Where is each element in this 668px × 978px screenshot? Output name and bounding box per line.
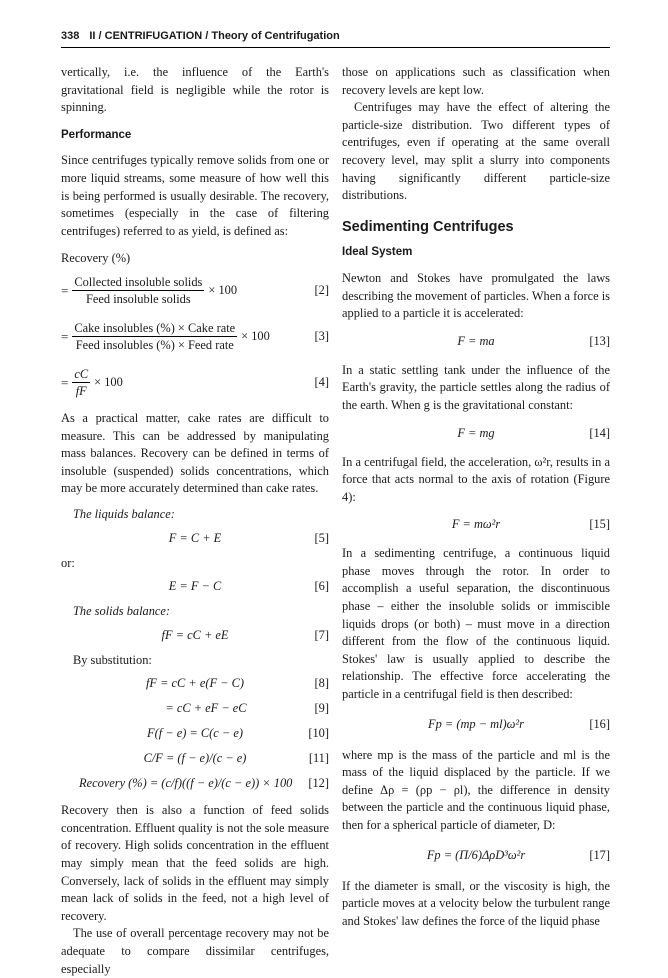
eq4-denominator: fF [75,384,87,399]
equation-8 [61,675,329,694]
eq14-number: [14] [589,425,610,440]
eq2-numerator: Collected insoluble solids [74,275,203,290]
eq6-text: E = F − C [168,579,222,594]
left-column [61,64,329,978]
eq15-number: [15] [589,517,610,532]
eq2-number: [2] [314,282,329,297]
eq7-number: [7] [314,627,329,642]
paragraph-practical: As a practical matter, cake rates are difficult to measure. This can be addressed by manipulating mass balances. Recovery can be defined in terms of insoluble (suspended) solids concentrations, which may be more accurately determined than cake rates. [61,410,329,496]
eq8-number: [8] [314,676,329,691]
eq7-text: fF = cC + eE [161,627,229,642]
page-number: 338 [61,30,80,42]
eq12-number: [12] [308,776,329,791]
equation-7 [61,627,329,646]
equation-13 [342,333,610,352]
eq10-text: F(f − e) = C(c − e) [147,726,243,741]
or-label: or: [61,555,75,570]
eq11-number: [11] [308,751,329,766]
liquids-balance-label: The liquids balance: [73,506,175,521]
running-header [61,30,610,42]
eq13-number: [13] [589,333,610,348]
paragraph-sedimenting: In a sedimenting centrifuge, a continuous liquid phase moves through the rotor. In order to accomplish a useful separation, the discontinuous phase – either the insoluble solids or immiscible liquids drops (or both) – must move in a direction different from the flow of the continuous liquid. Stokes' law is usually applied to describe the relationship. The effective force accelerating the particle in a centrifugal field is then described: [342,546,610,702]
eq4-number: [4] [314,374,329,389]
section-heading-sedimenting: Sedimenting Centrifuges [342,218,514,235]
equation-12 [61,775,329,794]
heading-performance: Performance [61,128,132,141]
equation-5 [61,530,329,549]
eq4-numerator: cC [74,367,89,382]
equation-9 [61,700,329,719]
paragraph-particle-size: Centrifuges may have the effect of altering the particle-size distribution. Two different types of centrifuges, even if operating at the same overall recovery level, may split a slurry into components having significantly different particle-size distributions. [342,100,610,203]
solids-balance-label: The solids balance: [73,604,171,619]
eq3-factor: × 100 [241,329,270,344]
equation-3: = $\frac{\text{Cake insolubles (\%) × Cake rate}}{\text{Feed insolubles (\%) × Feed rate}}$ × 100 [3] [61,321,329,353]
paragraph-overall: The use of overall percentage recovery may not be adequate to compare dissimilar centrifuges, especially [61,926,329,976]
subheading-ideal-system: Ideal System [342,246,413,259]
equation-6 [61,578,329,597]
eq11-text: C/F = (f − e)/(c − e) [143,751,247,766]
eq3-numerator: Cake insolubles (%) × Cake rate [74,321,236,336]
paragraph-performance: Since centrifuges typically remove solids from one or more liquid streams, some measure of how well this is being performed is usually desirable. The recovery, sometimes (especially in the case of filtering centrifuges) referred to as yield, is defined as: [61,153,329,238]
paragraph-static: In a static settling tank under the influence of the Earth's gravity, the particle settles along the radius of the earth. When g is the gravitational constant: [342,362,610,412]
eq16-number: [16] [589,716,610,731]
running-title: II / CENTRIFUGATION / Theory of Centrifugation [89,30,340,42]
eq4-factor: × 100 [94,375,123,390]
eq5-text: F = C + E [168,530,222,545]
eq2-denominator: Feed insoluble solids [86,292,191,307]
eq14-text: F = mg [457,425,495,440]
eq3-denominator: Feed insolubles (%) × Feed rate [75,338,234,353]
paragraph-intro: vertically, i.e. the influence of the Earth's gravitational field is negligible while the rotor is spinning. [61,65,329,115]
header-rule [61,47,610,48]
eq3-number: [3] [314,328,329,343]
eq16-text: Fp = (mp − ml)ω²r [428,716,524,731]
eq17-number: [17] [589,847,610,862]
right-column [342,64,610,930]
equation-16 [342,716,610,735]
paragraph-diameter: If the diameter is small, or the viscosity is high, the particle moves at a velocity below the turbulent range and Stokes' law defines the force of the liquid phase [342,878,610,928]
eq9-number: [9] [314,701,329,716]
eq17-text: Fp = (Π/6)ΔρD³ω²r [426,847,526,862]
paragraph-recovery-function: Recovery then is also a function of feed solids concentration. Effluent quality is not the sole measure of recovery. High solids concentration in the effluent may simply mean that the feed solids are high. Conversely, lack of solids in the effluent may simply mean lack of solids in the feed, not a high level of recovery. [61,803,329,923]
eq8-text: fF = cC + e(F − C) [145,676,245,691]
eq2-factor: × 100 [208,283,238,298]
paragraph-continued: those on applications such as classification when recovery levels are kept low. [342,65,610,97]
equation-10 [61,725,329,744]
eq10-number: [10] [308,726,329,741]
eq15-text: F = mω²r [451,517,501,532]
paragraph-where: where mp is the mass of the particle and ml is the mass of the liquid displaced by the particle. If we define Δρ = (ρp − ρl), the difference in density between the particle and the continuous liquid phase, then for a spherical particle of diameter, D: [342,747,610,832]
equation-14 [342,425,610,444]
equation-4: = $\frac{cC}{fF}$ × 100 [4] [61,367,329,399]
equation-15 [342,516,610,535]
by-substitution-label: By substitution: [73,652,152,667]
eq12-text: Recovery (%) = (c/f)((f − e)/(c − e)) × 100 [79,776,293,791]
eq9-text: = cC + eF − eC [165,701,247,716]
eq13-text: F = ma [457,333,495,348]
equation-11 [61,750,329,769]
equation-2: = $\frac{\text{Collected insoluble solids}}{\text{Feed insoluble solids}}$ × 100 [2] [61,275,329,307]
eq6-number: [6] [314,579,329,594]
eq5-number: [5] [314,530,329,545]
paragraph-newton: Newton and Stokes have promulgated the laws describing the movement of particles. When a force is applied to a particle it is accelerated: [342,270,610,321]
recovery-label: Recovery (%) [61,251,131,266]
equation-17 [342,847,610,866]
paragraph-centrifugal: In a centrifugal field, the acceleration, ω²r, results in a force that acts normal to the axis of rotation (Figure 4): [342,454,610,504]
